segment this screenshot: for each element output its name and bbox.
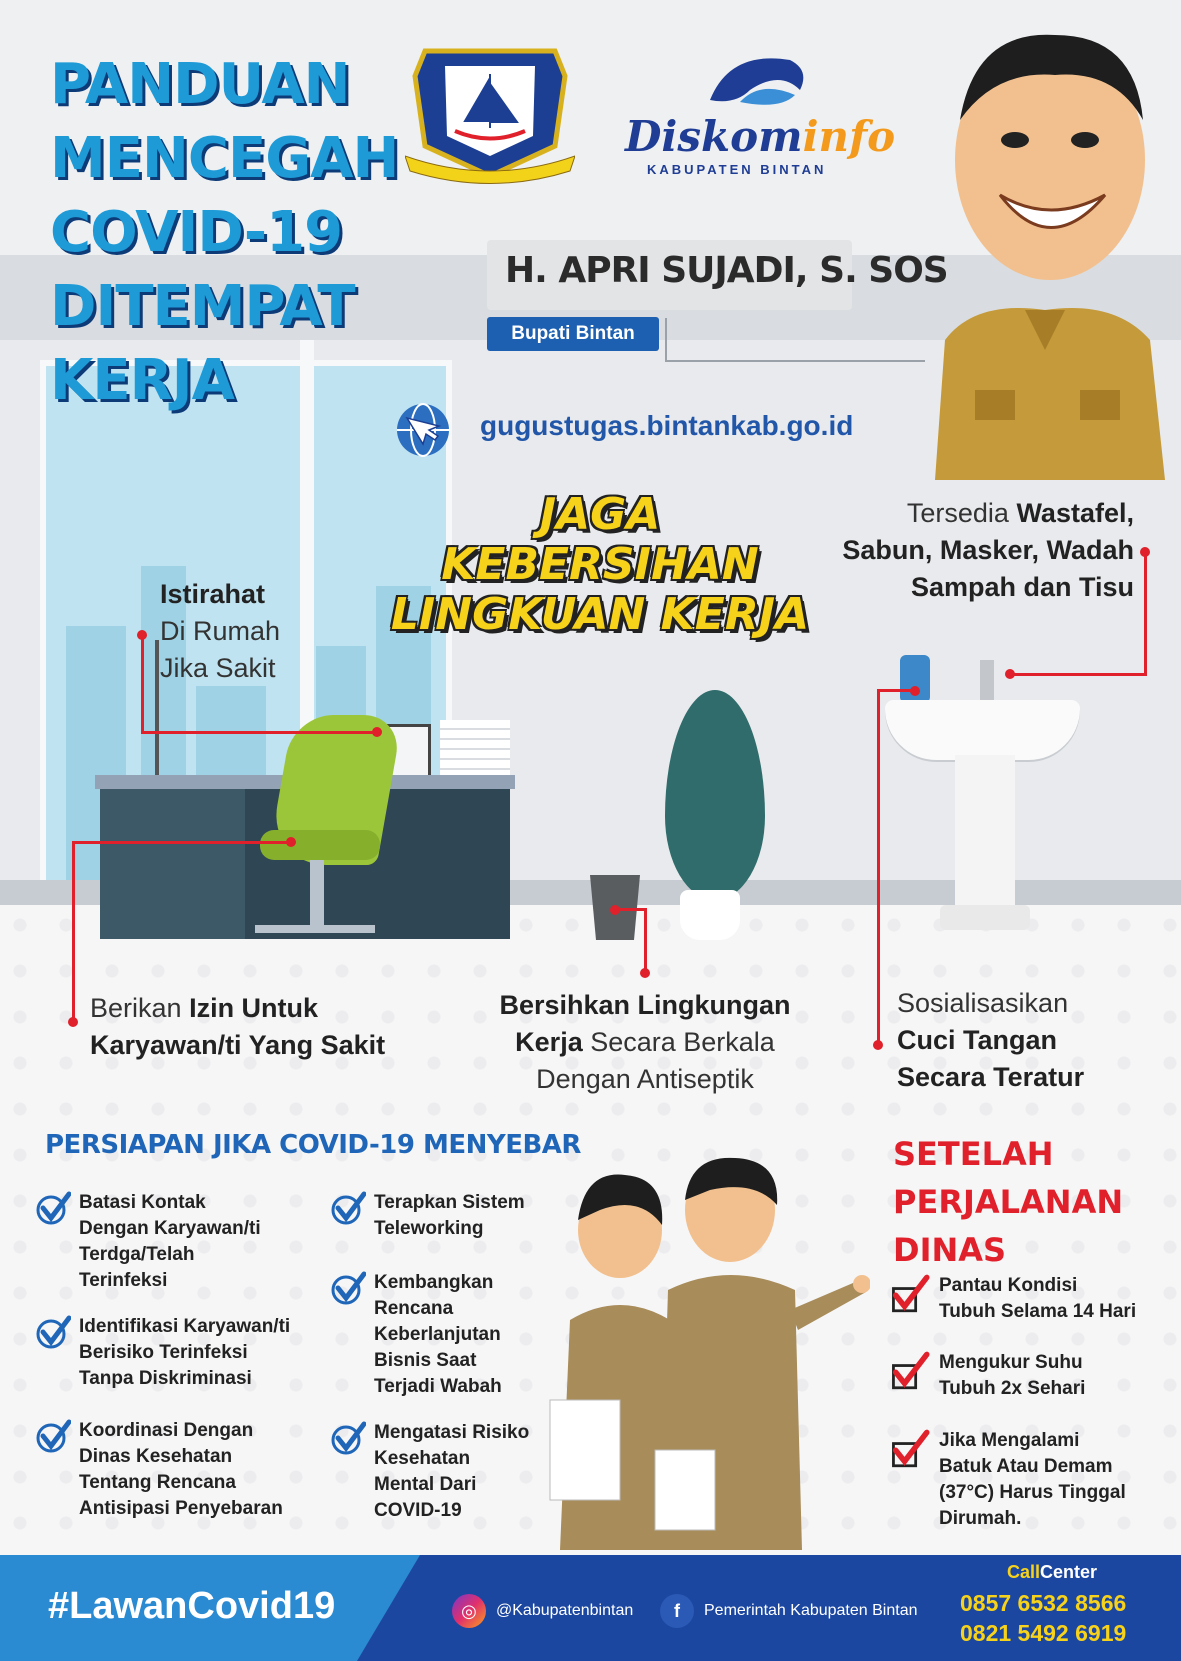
item-line: Mengatasi Risiko [374, 1422, 530, 1443]
callcenter-part: Center [1040, 1562, 1098, 1582]
chair-seat [260, 830, 380, 860]
pointer-dot [68, 1017, 78, 1027]
title-line: DITEMPAT [50, 274, 355, 339]
label-bold: Cuci Tangan [897, 1025, 1058, 1055]
official-caricature-illustration [915, 10, 1175, 480]
item-line: Terdga/Telah [79, 1244, 195, 1265]
facebook-link[interactable] [660, 1594, 917, 1628]
label-bold: Secara Teratur [897, 1062, 1085, 1092]
official-role-badge: Bupati Bintan [487, 317, 659, 351]
diskominfo-logo [625, 40, 895, 190]
item-line: COVID-19 [374, 1500, 462, 1521]
sink-base [940, 905, 1030, 930]
main-heading [385, 490, 815, 640]
persiapan-item [330, 1420, 529, 1524]
setelah-item [887, 1273, 1136, 1325]
red-check-icon [887, 1350, 931, 1390]
leader-line [665, 360, 925, 362]
label-bold: Sabun, Masker, Wadah [842, 535, 1134, 565]
label-text: Dengan Antiseptik [536, 1064, 754, 1094]
label-bold: Sampah dan Tisu [910, 572, 1134, 602]
red-check-icon [887, 1428, 931, 1468]
diskominfo-name-accent: info [802, 112, 896, 161]
phone-number[interactable]: 0821 5492 6919 [960, 1620, 1127, 1646]
check-icon [330, 1270, 366, 1306]
item-line: Bisnis Saat [374, 1350, 477, 1371]
label-text: Sosialisasikan [897, 988, 1069, 1018]
item-line: Rencana [374, 1298, 454, 1319]
label-tersedia [812, 495, 1134, 606]
heading-line: LINGKUAN KERJA [390, 589, 810, 640]
pointer-line [72, 841, 290, 844]
persiapan-item [330, 1190, 525, 1242]
item-line: Terjadi Wabah [374, 1376, 502, 1397]
item-line: Mengukur Suhu [939, 1352, 1083, 1373]
label-text: Istirahat [160, 579, 266, 609]
check-icon [35, 1190, 71, 1226]
heading-line: JAGA [539, 489, 661, 540]
item-line: Antisipasi Penyebaran [79, 1498, 283, 1519]
label-text: Secara Berkala [582, 1027, 775, 1057]
pointer-line [72, 841, 75, 1021]
faucet [980, 660, 994, 705]
item-line: Dengan Karyawan/ti [79, 1218, 261, 1239]
label-izin [90, 990, 385, 1064]
title-line: KERJA [50, 348, 234, 413]
item-line: Kembangkan [374, 1272, 494, 1293]
pointer-line [877, 689, 914, 692]
label-istirahat [160, 576, 280, 687]
label-sosialisasi [897, 985, 1084, 1096]
item-line: Jika Mengalami [939, 1430, 1080, 1451]
pointer-line [644, 908, 647, 973]
book-stack [440, 720, 510, 775]
item-line: Tubuh Selama 14 Hari [939, 1301, 1137, 1322]
pointer-line [1010, 673, 1147, 676]
label-bold: Karyawan/ti Yang Sakit [90, 1030, 386, 1060]
heading-line: SETELAH [893, 1135, 1054, 1173]
item-line: Identifikasi Karyawan/ti [79, 1316, 291, 1337]
pointer-dot [1005, 669, 1015, 679]
item-line: Terinfeksi [79, 1270, 168, 1291]
item-line: Tentang Rencana [79, 1472, 236, 1493]
heading-line: DINAS [893, 1231, 1007, 1269]
check-icon [330, 1190, 366, 1226]
item-line: Berisiko Terinfeksi [79, 1342, 248, 1363]
setelah-item [887, 1428, 1126, 1532]
label-text: Di Rumah [160, 616, 281, 646]
leader-line [665, 318, 667, 362]
item-line: Keberlanjutan [374, 1324, 501, 1345]
check-icon [330, 1420, 366, 1456]
facebook-icon: f [660, 1594, 694, 1628]
item-line: Tubuh 2x Sehari [939, 1378, 1086, 1399]
label-text: Berikan [90, 993, 190, 1023]
item-line: Batuk Atau Demam [939, 1456, 1113, 1477]
chair-post [310, 860, 324, 930]
item-line: Tanpa Diskriminasi [79, 1368, 252, 1389]
heading-line: KEBERSIHAN [441, 539, 759, 590]
plant-pot [680, 890, 740, 940]
item-line: Mental Dari [374, 1474, 477, 1495]
pointer-line [141, 635, 144, 733]
title-line: MENCEGAH [50, 126, 399, 191]
official-name: H. APRI SUJADI, S. SOS [505, 250, 948, 291]
title-line: COVID-19 [50, 200, 343, 265]
red-check-icon [887, 1273, 931, 1313]
pointer-line [614, 908, 646, 911]
label-bold: Bersihkan Lingkungan [499, 990, 791, 1020]
instagram-handle: @Kabupatenbintan [496, 1602, 634, 1619]
label-text: Tersedia [906, 498, 1017, 528]
title-line: PANDUAN [50, 52, 350, 117]
check-icon [35, 1314, 71, 1350]
item-line: Batasi Kontak [79, 1192, 206, 1213]
pointer-dot [372, 727, 382, 737]
sink-pedestal [955, 755, 1015, 925]
sink-basin [885, 700, 1080, 760]
callcenter-label [1007, 1562, 1097, 1583]
persiapan-item [35, 1418, 283, 1522]
facebook-name: Pemerintah Kabupaten Bintan [704, 1602, 918, 1619]
bintan-emblem-logo [405, 36, 575, 186]
item-line: Dirumah. [939, 1508, 1022, 1529]
item-line: Teleworking [374, 1218, 484, 1239]
pointer-dot [873, 1040, 883, 1050]
persiapan-item [35, 1314, 290, 1392]
lamp [155, 640, 159, 775]
persiapan-heading: PERSIAPAN JIKA COVID-19 MENYEBAR [45, 1130, 581, 1160]
pointer-line [877, 689, 880, 1044]
diskominfo-swirl-icon [700, 40, 820, 120]
check-icon [35, 1418, 71, 1454]
item-line: Terapkan Sistem [374, 1192, 525, 1213]
website-link[interactable]: gugustugas.bintankab.go.id [480, 410, 854, 441]
pointer-dot [640, 968, 650, 978]
item-line: (37°C) Harus Tinggal [939, 1482, 1126, 1503]
callcenter-part: Call [1007, 1562, 1041, 1582]
persiapan-item [330, 1270, 502, 1400]
instagram-icon: ◎ [452, 1594, 486, 1628]
item-line: Dinas Kesehatan [79, 1446, 233, 1467]
staff-illustration [540, 1150, 870, 1550]
item-line: Kesehatan [374, 1448, 471, 1469]
label-text: Jika Sakit [160, 653, 276, 683]
label-bold: Wastafel, [1016, 498, 1134, 528]
chair-base [255, 925, 375, 933]
label-bold: Izin Untuk [189, 993, 319, 1023]
diskominfo-name-part: Diskom [625, 112, 803, 161]
hashtag: #LawanCovid19 [48, 1585, 336, 1627]
pointer-line [1144, 552, 1147, 675]
phone-number[interactable]: 0857 6532 8566 [960, 1590, 1127, 1616]
item-line: Koordinasi Dengan [79, 1420, 254, 1441]
label-bold: Kerja [515, 1027, 583, 1057]
heading-line: PERJALANAN [893, 1183, 1124, 1221]
diskominfo-subtitle: KABUPATEN BINTAN [647, 162, 827, 177]
instagram-link[interactable] [452, 1594, 633, 1628]
setelah-heading [893, 1130, 1123, 1274]
label-bersihkan [480, 987, 810, 1098]
item-line: Pantau Kondisi [939, 1275, 1078, 1296]
globe-cursor-icon [393, 400, 453, 460]
poster-title [50, 48, 430, 418]
diskominfo-wordmark [625, 112, 895, 161]
pointer-line [141, 731, 376, 734]
setelah-item [887, 1350, 1085, 1402]
persiapan-item [35, 1190, 261, 1294]
